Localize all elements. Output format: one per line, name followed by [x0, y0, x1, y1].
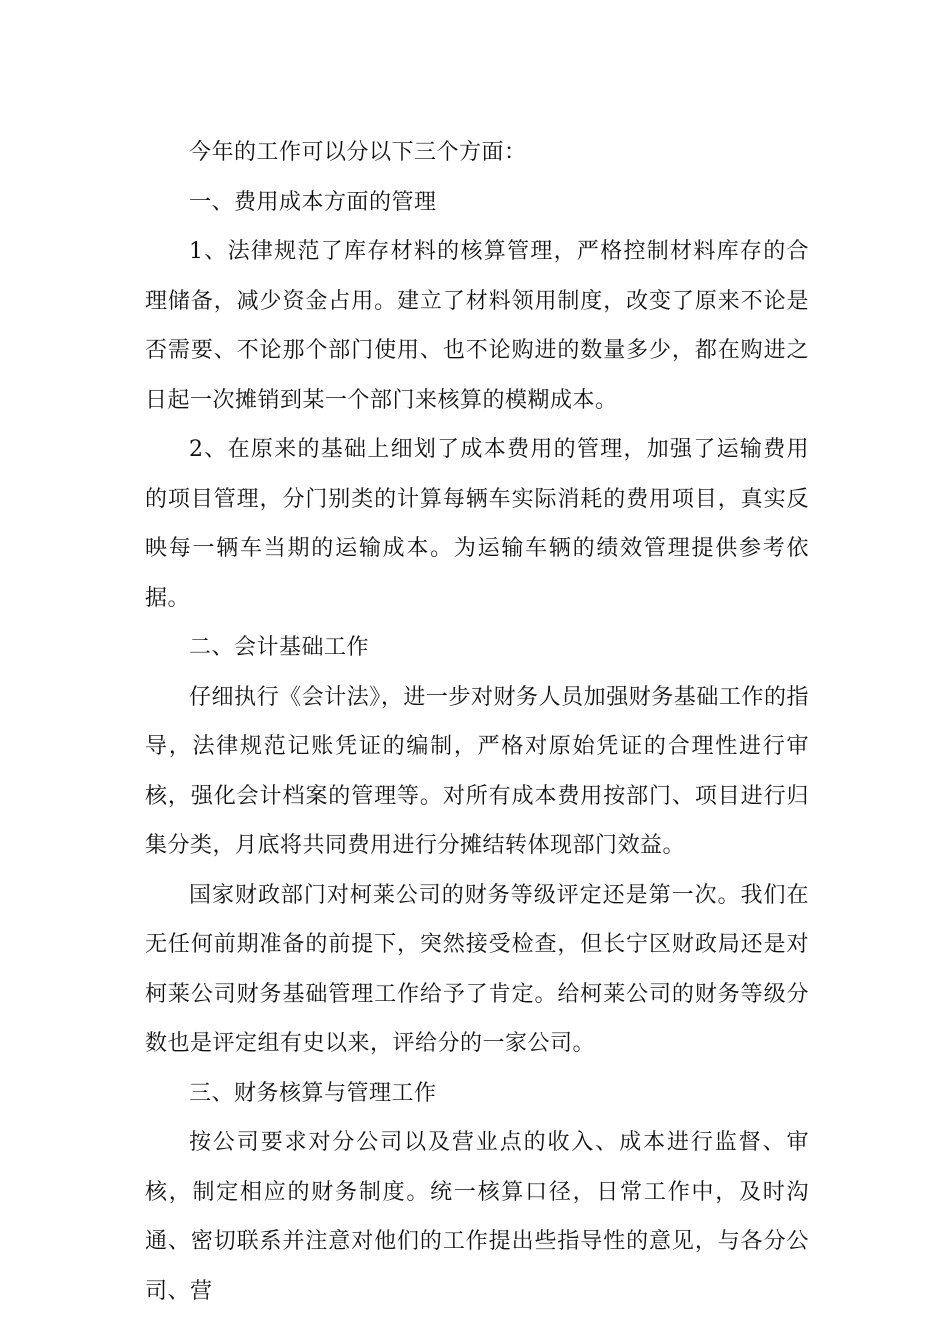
section-heading-accounting-basics: 二、会计基础工作	[189, 635, 370, 660]
section-heading-cost-management: 一、费用成本方面的管理	[189, 189, 437, 215]
section-heading-financial-accounting: 三、财务核算与管理工作	[189, 1080, 437, 1106]
document-body	[145, 128, 809, 1316]
paragraph-intro: 今年的工作可以分以下三个方面：	[189, 140, 527, 165]
paragraph-inventory-materials: 1、法律规范了库存材料的核算管理，严格控制材料库存的合理储备，减少资金占用。建立了材料领用制度，改变了原来不论是否需要、不论那个部门使用、也不论购进的数量多少，都在购进之日起一次摊销到某一个部门来核算的模糊成本。	[145, 239, 809, 413]
paragraph-branch-supervision: 按公司要求对分公司以及营业点的收入、成本进行监督、审核，制定相应的财务制度。统一核算口径，日常工作中，及时沟通、密切联系并注意对他们的工作提出些指导性的意见，与各分公司、营	[145, 1130, 809, 1304]
paragraph-accounting-law: 仔细执行《会计法》，进一步对财务人员加强财务基础工作的指导，法律规范记账凭证的编制，严格对原始凭证的合理性进行审核，强化会计档案的管理等。对所有成本费用按部门、项目进行归集分类，月底将共同费用进行分摊结转体现部门效益。	[145, 684, 809, 858]
paragraph-finance-rating: 国家财政部门对柯莱公司的财务等级评定还是第一次。我们在无任何前期准备的前提下，突然接受检查，但长宁区财政局还是对柯莱公司财务基础管理工作给予了肯定。给柯莱公司的财务等级分数也是评定组有史以来，评给分的一家公司。	[145, 882, 809, 1056]
paragraph-transport-costs: 2、在原来的基础上细划了成本费用的管理，加强了运输费用的项目管理，分门别类的计算每辆车实际消耗的费用项目，真实反映每一辆车当期的运输成本。为运输车辆的绩效管理提供参考依据。	[145, 437, 809, 611]
